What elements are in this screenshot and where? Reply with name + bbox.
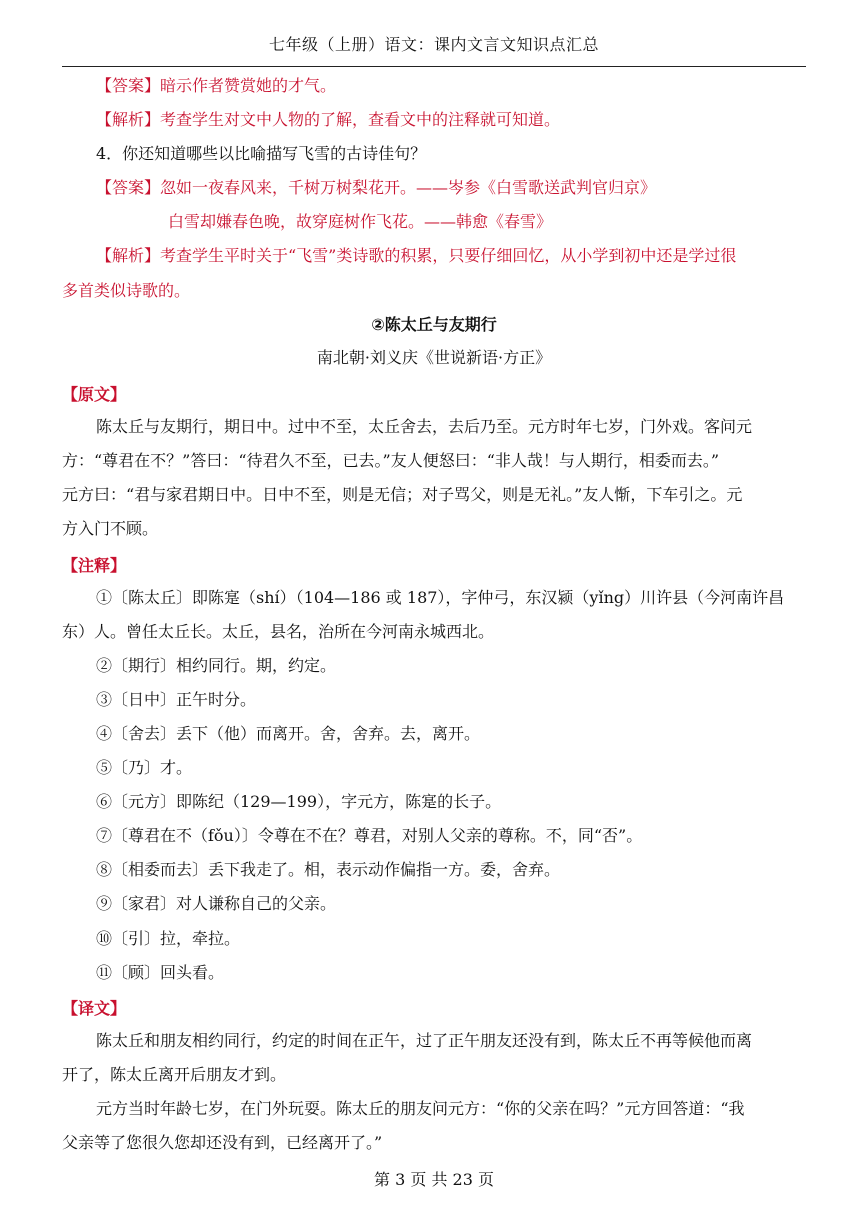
original-line: 方入门不顾。 (62, 519, 159, 538)
translation-line: 陈太丘和朋友相约同行，约定的时间在正午，过了正午朋友还没有到，陈太丘不再等候他而离 (96, 1031, 753, 1050)
translation-heading: 【译文】 (62, 999, 127, 1018)
answer-2-line-1: 【答案】忽如一夜春风来，千树万树梨花开。——岑参《白雪歌送武判官归京》 (96, 178, 657, 197)
answer-1: 【答案】暗示作者赞赏她的才气。 (96, 76, 337, 95)
translation-line: 元方当时年龄七岁，在门外玩耍。陈太丘的朋友问元方：“你的父亲在吗？”元方回答道：“我 (96, 1099, 745, 1118)
question-4: 4．你还知道哪些以比喻描写飞雪的古诗佳句？ (96, 144, 427, 163)
original-line: 陈太丘与友期行，期日中。过中不至，太丘舍去，去后乃至。元方时年七岁，门外戏。客问元 (96, 417, 753, 436)
article-title: ②陈太丘与友期行 (371, 315, 497, 334)
note-item: ⑤〔乃〕才。 (96, 758, 193, 777)
note-item: ⑥〔元方〕即陈纪（129—199），字元方，陈寔的长子。 (96, 792, 502, 811)
original-line: 元方曰：“君与家君期日中。日中不至，则是无信；对子骂父，则是无礼。”友人惭，下车引之。元 (62, 485, 743, 504)
notes-heading: 【注释】 (62, 556, 127, 575)
note-item: ⑨〔家君〕对人谦称自己的父亲。 (96, 894, 337, 913)
article-source: 南北朝·刘义庆《世说新语·方正》 (316, 348, 552, 367)
header-divider (62, 66, 806, 67)
analysis-2-line-1: 【解析】考查学生平时关于“飞雪”类诗歌的积累，只要仔细回忆，从小学到初中还是学过很 (96, 246, 737, 265)
page-number: 第 3 页 共 23 页 (374, 1170, 494, 1189)
translation-line: 开了，陈太丘离开后朋友才到。 (62, 1065, 287, 1084)
note-item: ②〔期行〕相约同行。期，约定。 (96, 656, 337, 675)
note-item: ⑩〔引〕拉，牵拉。 (96, 929, 241, 948)
original-heading: 【原文】 (62, 385, 127, 404)
translation-line: 父亲等了您很久您却还没有到，已经离开了。” (62, 1133, 383, 1152)
note-item: ③〔日中〕正午时分。 (96, 690, 257, 709)
analysis-2-line-2: 多首类似诗歌的。 (62, 281, 191, 300)
note-item: ⑪〔顾〕回头看。 (96, 963, 225, 982)
header-title: 七年级（上册）语文：课内文言文知识点汇总 (268, 35, 599, 54)
note-item: ①〔陈太丘〕即陈寔（shí）（104—186 或 187），字仲弓，东汉颍（yǐng）川许县（今河南许昌 (96, 588, 785, 607)
note-item: ⑧〔相委而去〕丢下我走了。相，表示动作偏指一方。委，舍弃。 (96, 860, 561, 879)
note-item: ④〔舍去〕丢下（他）而离开。舍，舍弃。去，离开。 (96, 724, 481, 743)
note-item: 东）人。曾任太丘长。太丘，县名，治所在今河南永城西北。 (62, 622, 495, 641)
note-item: ⑦〔尊君在不（fǒu）〕令尊在不在？尊君，对别人父亲的尊称。不，同“否”。 (96, 826, 643, 845)
analysis-1: 【解析】考查学生对文中人物的了解，查看文中的注释就可知道。 (96, 110, 561, 129)
original-line: 方：“尊君在不？”答曰：“待君久不至，已去。”友人便怒曰：“非人哉！与人期行，相委而去。” (62, 451, 720, 470)
answer-2-line-2: 白雪却嫌春色晚，故穿庭树作飞花。——韩愈《春雪》 (168, 212, 553, 231)
